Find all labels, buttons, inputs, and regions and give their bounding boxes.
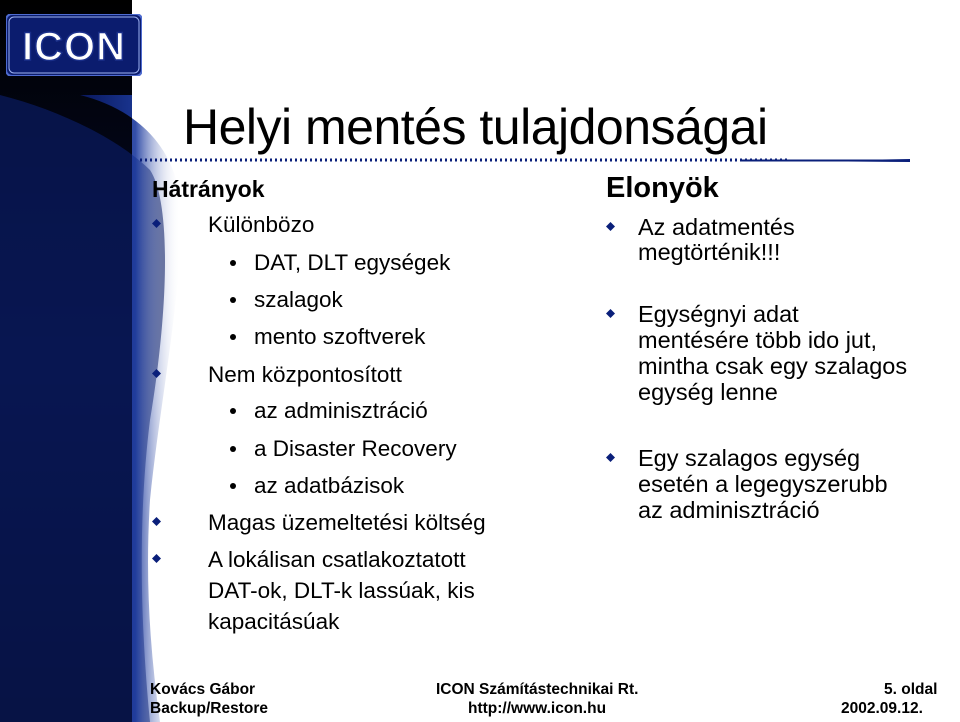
sub-item — [230, 285, 343, 315]
diamond-bullet-icon — [152, 369, 161, 378]
sub-item — [230, 322, 425, 352]
footer-author: Kovács Gábor — [150, 681, 256, 698]
dot-bullet-icon — [230, 297, 236, 303]
disadvantage-line: kapacitásúak — [208, 609, 340, 634]
advantage-line: Egységnyi adat — [638, 301, 799, 327]
diamond-bullet-icon — [152, 517, 161, 526]
disadvantage-text: Nem központosított — [208, 362, 402, 387]
svg-text:ICON: ICON — [22, 25, 126, 69]
footer-url[interactable]: http://www.icon.hu — [468, 700, 607, 717]
diamond-bullet-icon — [606, 222, 615, 231]
footer-company: ICON Számítástechnikai Rt. — [436, 681, 639, 698]
disadvantage-text: Magas üzemeltetési költség — [208, 510, 486, 535]
sub-item-text: DAT, DLT egységek — [254, 250, 451, 275]
sub-item-text: az adminisztráció — [254, 398, 428, 423]
icon-logo — [6, 14, 142, 76]
title-dotted-underline — [140, 158, 910, 163]
dot-bullet-icon — [230, 260, 236, 266]
sub-item — [230, 471, 404, 501]
sub-item — [230, 396, 428, 426]
sub-item-text: a Disaster Recovery — [254, 436, 457, 461]
sub-item-text: szalagok — [254, 287, 343, 312]
sub-item — [230, 434, 457, 464]
dot-bullet-icon — [230, 408, 236, 414]
disadvantage-text: Különbözo — [208, 212, 315, 237]
advantage-line: esetén a legegyszerubb — [638, 471, 888, 497]
advantages-heading: Elonyök — [606, 172, 719, 204]
footer-date: 2002.09.12. — [841, 700, 923, 717]
advantage-line: egység lenne — [638, 379, 778, 405]
advantage-line: mintha csak egy szalagos — [638, 353, 908, 379]
dot-bullet-icon — [230, 446, 236, 452]
sub-item-text: az adatbázisok — [254, 473, 405, 498]
advantage-line: megtörténik!!! — [638, 239, 781, 265]
diamond-bullet-icon — [606, 453, 615, 462]
footer-topic: Backup/Restore — [150, 700, 269, 717]
disadvantage-line: DAT-ok, DLT-k lassúak, kis — [208, 578, 475, 603]
advantage-line: mentésére több ido jut, — [638, 327, 878, 353]
advantage-line: Az adatmentés — [638, 214, 795, 240]
footer-page-number: 5. oldal — [884, 681, 938, 698]
diamond-bullet-icon — [152, 219, 161, 228]
disadvantages-heading: Hátrányok — [152, 176, 265, 202]
dot-bullet-icon — [230, 483, 236, 489]
advantage-line: az adminisztráció — [638, 497, 820, 523]
sub-item — [230, 248, 450, 278]
advantage-line: Egy szalagos egység — [638, 445, 861, 471]
dot-bullet-icon — [230, 334, 236, 340]
diamond-bullet-icon — [152, 554, 161, 563]
diamond-bullet-icon — [606, 309, 615, 318]
sub-item-text: mento szoftverek — [254, 324, 426, 349]
slide-title: Helyi mentés tulajdonságai — [183, 99, 768, 155]
disadvantage-line: A lokálisan csatlakoztatott — [208, 547, 466, 572]
